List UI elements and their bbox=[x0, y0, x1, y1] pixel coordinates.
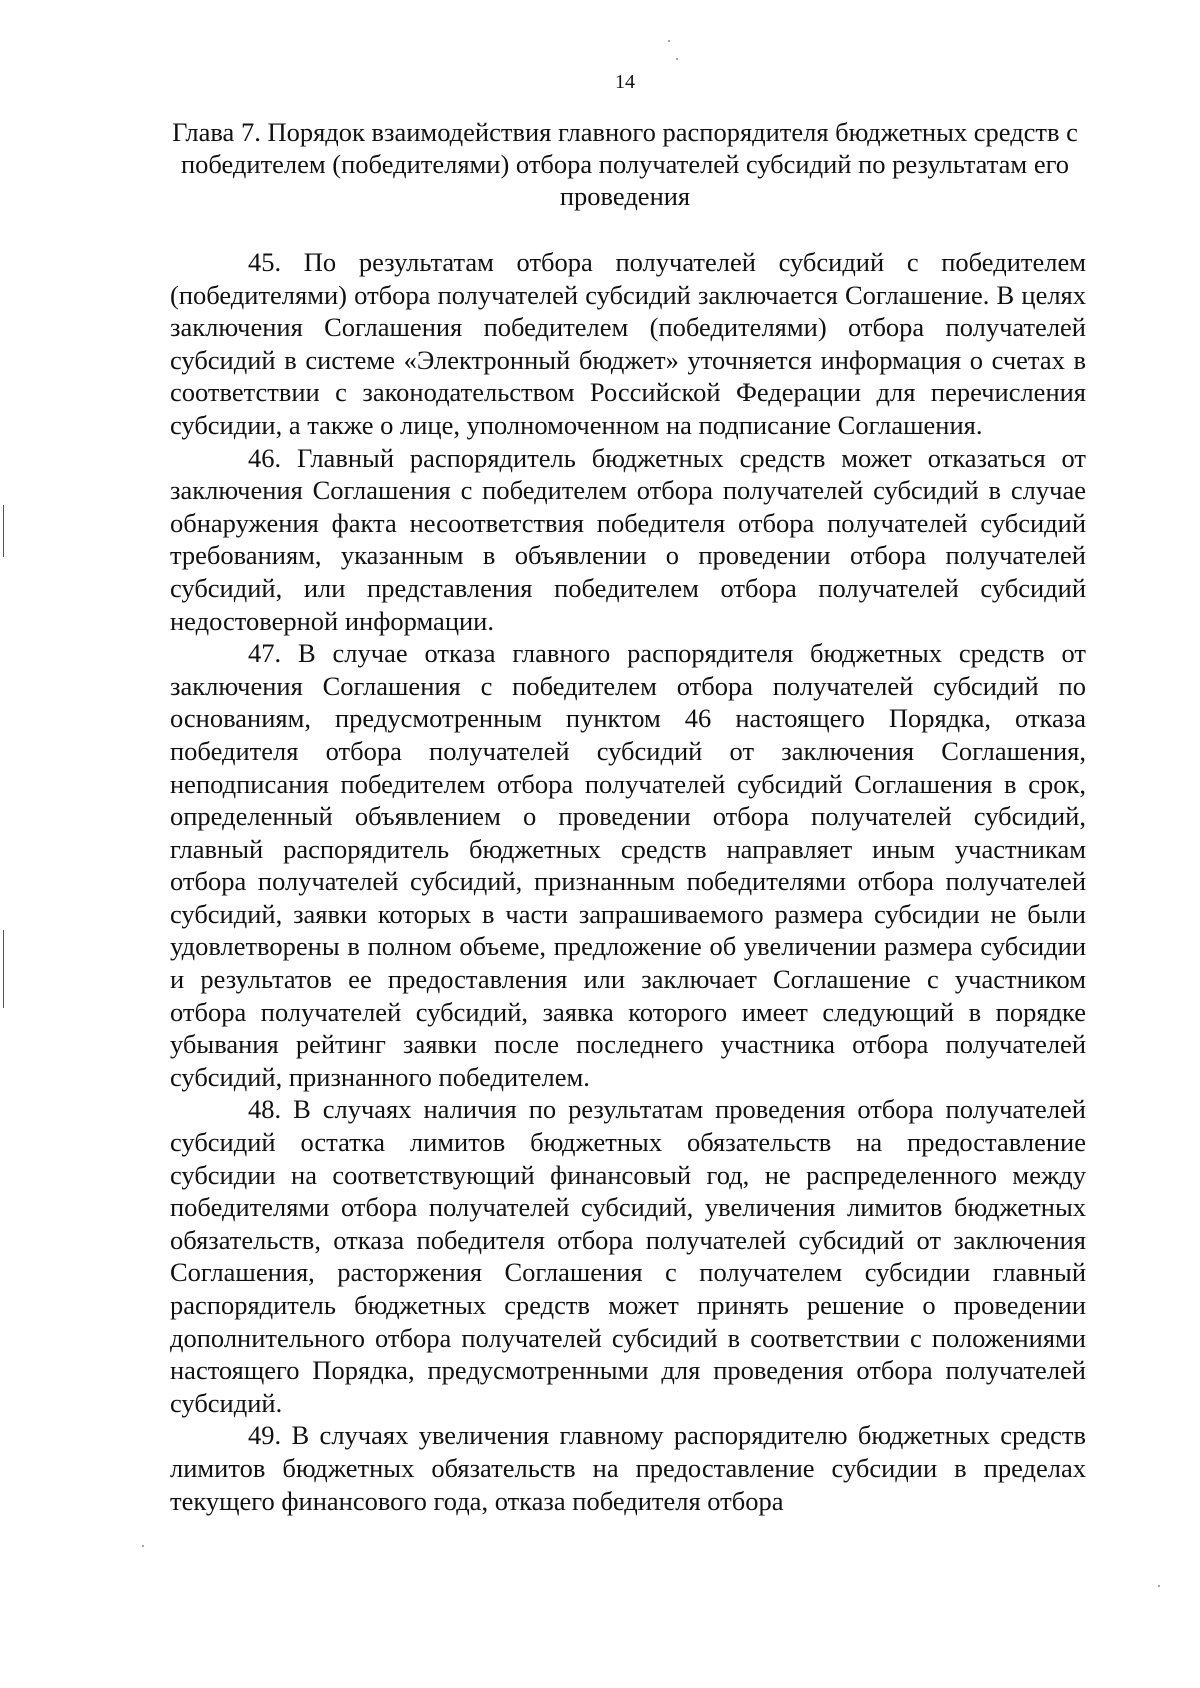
page-number: 14 bbox=[615, 71, 635, 93]
scan-speck bbox=[676, 58, 678, 60]
scan-speck bbox=[668, 40, 670, 42]
chapter-title: Глава 7. Порядок взаимодействия главного распорядителя бюджетных средств с победителем (победителями) отбора получателей субсидий по результатам его проведения bbox=[172, 117, 1078, 211]
scan-edge-mark-lower bbox=[3, 930, 4, 1008]
paragraph-47: 47. В случае отказа главного распорядителя бюджетных средств от заключения Соглашения с победителем отбора получателей субсидий по основаниям, предусмотренным пунктом 46 настоящего Порядка, отказа победителя отбора получателей субсидий от заключения Соглашения, неподписания победителем отбора получателей субсидий Соглашения в срок, определенный объявлением о проведении отбора получателей субсидий, главный распорядитель бюджетных средств направляет иным участникам отбора получателей субсидий, признанным победителями отбора получателей субсидий, заявки которых в части запрашиваемого размера субсидии не были удовлетворены в полном объеме, предложение об увеличении размера субсидии и результатов ее предоставления или заключает Соглашение с участником отбора получателей субсидий, заявка которого имеет следующий в порядке убывания рейтинг заявки после последнего участника отбора получателей субсидий, признанного победителем. bbox=[170, 638, 1086, 1092]
scan-speck bbox=[1158, 1585, 1160, 1587]
scan-edge-mark-upper bbox=[3, 505, 4, 557]
paragraph-46: 46. Главный распорядитель бюджетных средств может отказаться от заключения Соглашения с победителем отбора получателей субсидий в случае обнаружения факта несоответствия победителя отбора получателей субсидий требованиям, указанным в объявлении о проведении отбора получателей субсидий, или представления победителем отбора получателей субсидий недостоверной информации. bbox=[170, 442, 1086, 636]
paragraph-49: 49. В случаях увеличения главному распорядителю бюджетных средств лимитов бюджетных обязательств на предоставление субсидии в пределах текущего финансового года, отказа победителя отбора bbox=[170, 1420, 1086, 1516]
document-body bbox=[170, 246, 1086, 1517]
paragraph-48: 48. В случаях наличия по результатам проведения отбора получателей субсидий остатка лимитов бюджетных обязательств на предоставление субсидии на соответствующий финансовый год, не распределенного между победителями отбора получателей субсидий, увеличения лимитов бюджетных обязательств, отказа победителя отбора получателей субсидий от заключения Соглашения, расторжения Соглашения с получателем субсидии главный распорядитель бюджетных средств может принять решение о проведении дополнительного отбора получателей субсидий в соответствии с положениями настоящего Порядка, предусмотренными для проведения отбора получателей субсидий. bbox=[170, 1094, 1086, 1418]
paragraph-45: 45. По результатам отбора получателей субсидий с победителем (победителями) отбора получателей субсидий заключается Соглашение. В целях заключения Соглашения победителем (победителями) отбора получателей субсидий в системе «Электронный бюджет» уточняется информация о счетах в соответствии с законодательством Российской Федерации для перечисления субсидии, а также о лице, уполномоченном на подписание Соглашения. bbox=[170, 247, 1086, 440]
scan-speck bbox=[142, 1545, 144, 1547]
